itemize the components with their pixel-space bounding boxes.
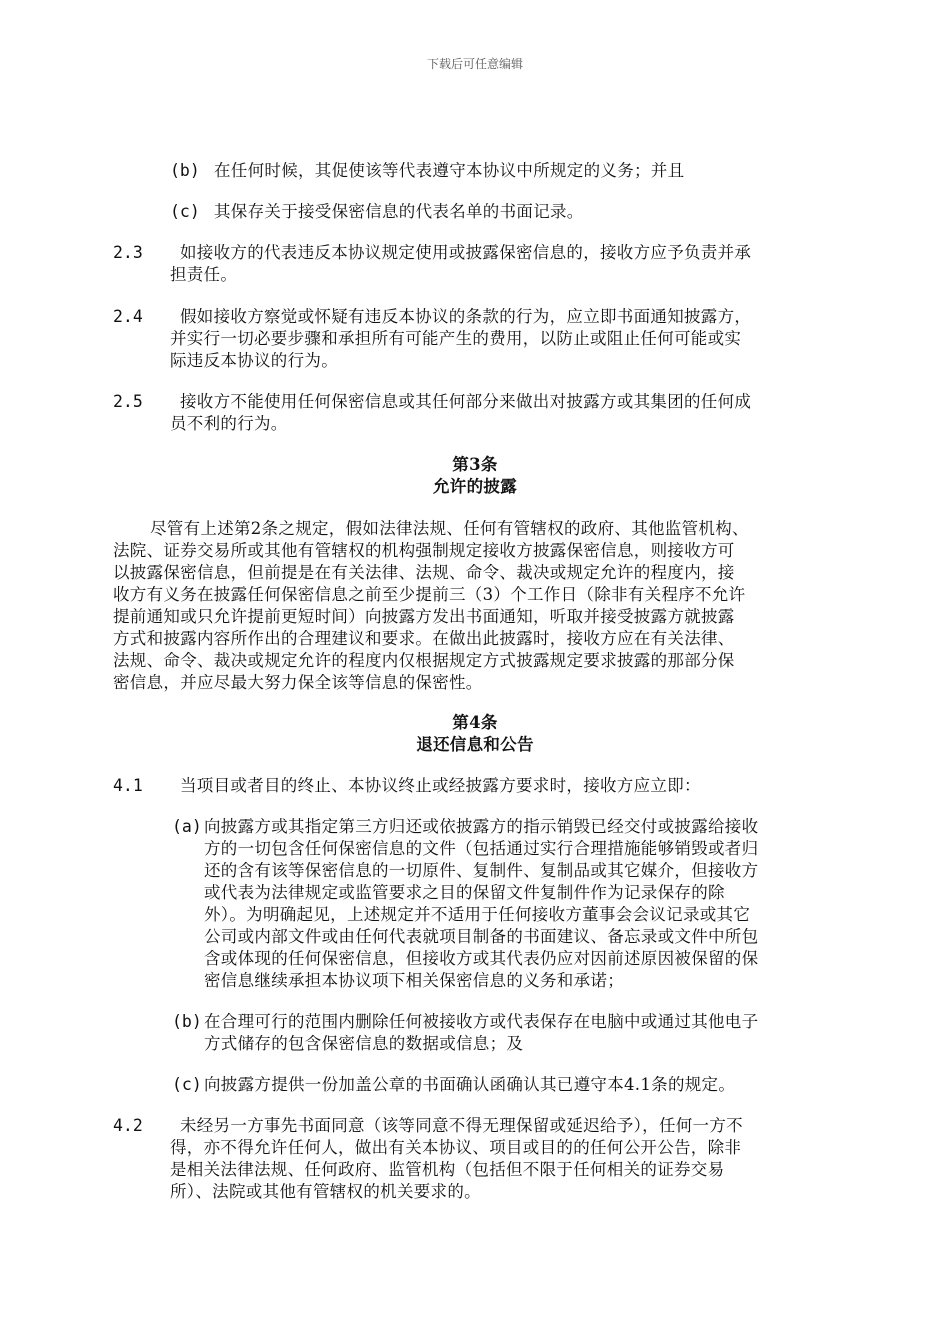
clause-number: 2.5 (113, 392, 143, 411)
clause-text-line: 员不利的行为。 (170, 414, 288, 433)
paragraph-line: 提前通知或只允许提前更短时间）向披露方发出书面通知，听取并接受披露方就披露 (113, 607, 735, 626)
item-text: 在任何时候，其促使该等代表遵守本协议中所规定的义务；并且 (214, 161, 685, 180)
item-text: 其保存关于接受保密信息的代表名单的书面记录。 (214, 202, 584, 221)
clause-text-line: 得，亦不得允许任何人，做出有关本协议、项目或目的的任何公开公告，除非 (170, 1138, 742, 1157)
paragraph-line: 密信息，并应尽最大努力保全该等信息的保密性。 (113, 673, 483, 692)
clause-text-line: 是相关法律法规、任何政府、监管机构（包括但不限于任何相关的证券交易 (170, 1160, 725, 1179)
item-text: 向披露方或其指定第三方归还或依披露方的指示销毁已经交付或披露给接收 (204, 817, 759, 836)
item-text: 密信息继续承担本协议项下相关保密信息的义务和承诺； (204, 971, 624, 990)
item-label: (a) (172, 817, 202, 836)
item-text: 在合理可行的范围内删除任何被接收方或代表保存在电脑中或通过其他电子 (204, 1012, 759, 1031)
clause-text-line: 当项目或者目的终止、本协议终止或经披露方要求时，接收方应立即： (180, 776, 701, 795)
item-text: 还的含有该等保密信息的一切原件、复制件、复制品或其它媒介，但接收方 (204, 861, 759, 880)
paragraph-line: 方式和披露内容所作出的合理建议和要求。在做出此披露时，接收方应在有关法律、 (113, 629, 735, 648)
clause-number: 4.2 (113, 1116, 143, 1135)
paragraph-line: 以披露保密信息，但前提是在有关法律、法规、命令、裁决或规定允许的程度内，接 (113, 563, 735, 582)
clause-number: 4.1 (113, 776, 143, 795)
clause-text-line: 未经另一方事先书面同意（该等同意不得无理保留或延迟给予），任何一方不 (180, 1116, 743, 1135)
item-label: (c) (172, 1075, 202, 1094)
item-text: 向披露方提供一份加盖公章的书面确认函确认其已遵守本4.1条的规定。 (204, 1075, 736, 1094)
item-text: 外）。为明确起见，上述规定并不适用于任何接收方董事会会议记录或其它 (204, 905, 751, 924)
article-title: 允许的披露 (433, 477, 517, 496)
clause-number: 2.3 (113, 243, 143, 262)
clause-text-line: 际违反本协议的行为。 (170, 351, 338, 370)
clause-text-line: 如接收方的代表违反本协议规定使用或披露保密信息的，接收方应予负责并承 (180, 243, 752, 262)
item-text: 公司或内部文件或由任何代表就项目制备的书面建议、备忘录或文件中所包 (204, 927, 759, 946)
item-label: (b) (172, 1012, 202, 1031)
item-text: 或代表为法律规定或监管要求之目的保留文件复制件作为记录保存的除 (204, 883, 725, 902)
item-label: (c) (170, 202, 200, 221)
article-number: 第3条 (452, 455, 498, 474)
item-text: 含或体现的任何保密信息，但接收方或其代表仍应对因前述原因被保留的保 (204, 949, 759, 968)
item-text: 方式储存的包含保密信息的数据或信息；及 (204, 1034, 524, 1053)
article-number: 第4条 (452, 713, 498, 732)
paragraph-line: 法院、证券交易所或其他有管辖权的机构强制规定接收方披露保密信息，则接收方可 (113, 541, 735, 560)
paragraph-line: 法规、命令、裁决或规定允许的程度内仅根据规定方式披露规定要求披露的那部分保 (113, 651, 735, 670)
clause-text-line: 并实行一切必要步骤和承担所有可能产生的费用，以防止或阻止任何可能或实 (170, 329, 742, 348)
paragraph-line: 尽管有上述第2条之规定，假如法律法规、任何有管辖权的政府、其他监管机构、 (150, 519, 749, 538)
clause-text-line: 假如接收方察觉或怀疑有违反本协议的条款的行为，应立即书面通知披露方， (180, 307, 752, 326)
page-header: 下载后可任意编辑 (426, 57, 523, 71)
paragraph-line: 收方有义务在披露任何保密信息之前至少提前三（3）个工作日（除非有关程序不允许 (113, 585, 746, 604)
clause-text-line: 所）、法院或其他有管辖权的机关要求的。 (170, 1182, 481, 1201)
item-text: 方的一切包含任何保密信息的文件（包括通过实行合理措施能够销毁或者归 (204, 839, 759, 858)
item-label: (b) (170, 161, 200, 180)
article-title: 退还信息和公告 (416, 735, 534, 754)
clause-text-line: 接收方不能使用任何保密信息或其任何部分来做出对披露方或其集团的任何成 (180, 392, 752, 411)
clause-number: 2.4 (113, 307, 143, 326)
clause-text-line: 担责任。 (170, 265, 238, 284)
